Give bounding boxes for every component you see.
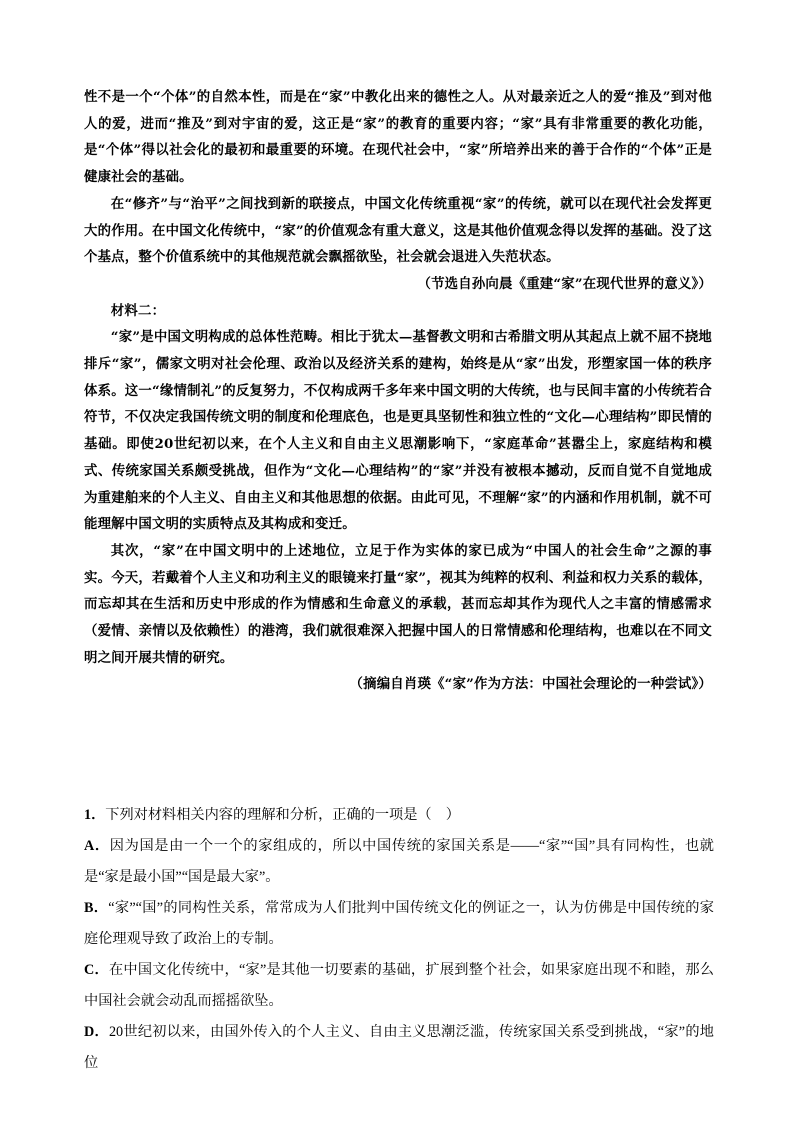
reading-material xyxy=(84,84,712,698)
question-number: 1． xyxy=(84,807,106,823)
option-b xyxy=(84,893,714,955)
option-text: 因为国是由一个一个的家组成的，所以中国传统的家国关系是——“家”“国”具有同构性，也就是“家是最小国”“国是最大家”。 xyxy=(84,838,714,885)
option-text: 20世纪初以来，由国外传入的个人主义、自由主义思潮泛滥，传统家国关系受到挑战，“家”的地位 xyxy=(84,1024,714,1071)
source-citation: （摘编自肖瑛《“家”作为方法：中国社会理论的一种尝试》） xyxy=(349,676,712,693)
option-label: A． xyxy=(84,838,110,854)
option-c xyxy=(84,955,714,1017)
question-stem xyxy=(84,800,714,831)
material-heading: 材料二： xyxy=(110,302,166,319)
material-paragraph: 在“修齐”与“治平”之间找到新的联接点，中国文化传统重视“家”的传统，就可以在现代社会发挥更大的作用。在中国文化传统中，“家”的价值观念有重大意义，这是其他价值观念得以发挥的基础。没了这个基点，整个价值系统中的其他规范就会飘摇欲坠，社会就会退进入失范状态。 xyxy=(84,195,712,266)
option-label: B． xyxy=(84,900,109,916)
option-a xyxy=(84,831,714,893)
option-d xyxy=(84,1017,714,1079)
option-label: C． xyxy=(84,962,109,978)
question-text: 下列对材料相关内容的理解和分析，正确的一项是（ ） xyxy=(105,807,460,823)
material-paragraph: 性不是一个“个体”的自然本性，而是在“家”中教化出来的德性之人。从对最亲近之人的爱“推及”到对他人的爱，进而“推及”到对宇宙的爱，这正是“家”的教育的重要内容；“家”具有非常重要的教化功能，是“个体”得以社会化的最初和最重要的环境。在现代社会中，“家”所培养出来的善于合作的“个体”正是健康社会的基础。 xyxy=(84,89,712,186)
option-text: “家”“国”的同构性关系，常常成为人们批判中国传统文化的例证之一，认为仿佛是中国传统的家庭伦理观导致了政治上的专制。 xyxy=(84,900,714,947)
material-paragraph: 其次，“家”在中国文明中的上述地位，立足于作为实体的家已成为“中国人的社会生命”之源的事实。今天，若戴着个人主义和功利主义的眼镜来打量“家”，视其为纯粹的权利、利益和权力关系的载体，而忘却其在生活和历史中形成的作为情感和生命意义的承载，甚而忘却其作为现代人之丰富的情感需求（爱情、亲情以及依赖性）的港湾，我们就很难深入把握中国人的日常情感和伦理结构，也难以在不同文明之间开展共情的研究。 xyxy=(84,542,712,666)
option-label: D． xyxy=(84,1024,109,1040)
source-citation: （节选自孙向晨《重建“家”在现代世界的意义》） xyxy=(417,275,712,292)
question-block xyxy=(84,800,714,1079)
material-paragraph: “家”是中国文明构成的总体性范畴。相比于犹太—基督教文明和古希腊文明从其起点上就不屈不挠地排斥“家”，儒家文明对社会伦理、政治以及经济关系的建构，始终是从“家”出发，形塑家国一体的秩序体系。这一“缘情制礼”的反复努力，不仅构成两千多年来中国文明的大传统，也与民间丰富的小传统若合符节，不仅决定我国传统文明的制度和伦理底色，也是更具坚韧性和独立性的“文化—心理结构”即民情的基础。即使20世纪初以来，在个人主义和自由主义思潮影响下，“家庭革命”甚嚣尘上，家庭结构和模式、传统家国关系颇受挑战，但作为“文化—心理结构”的“家”并没有被根本撼动，反而自觉不自觉地成为重建舶来的个人主义、自由主义和其他思想的依据。由此可见，不理解“家”的内涵和作用机制，就不可能理解中国文明的实质特点及其构成和变迁。 xyxy=(84,329,712,533)
option-text: 在中国文化传统中，“家”是其他一切要素的基础，扩展到整个社会，如果家庭出现不和睦，那么中国社会就会动乱而摇摇欲坠。 xyxy=(84,962,714,1009)
